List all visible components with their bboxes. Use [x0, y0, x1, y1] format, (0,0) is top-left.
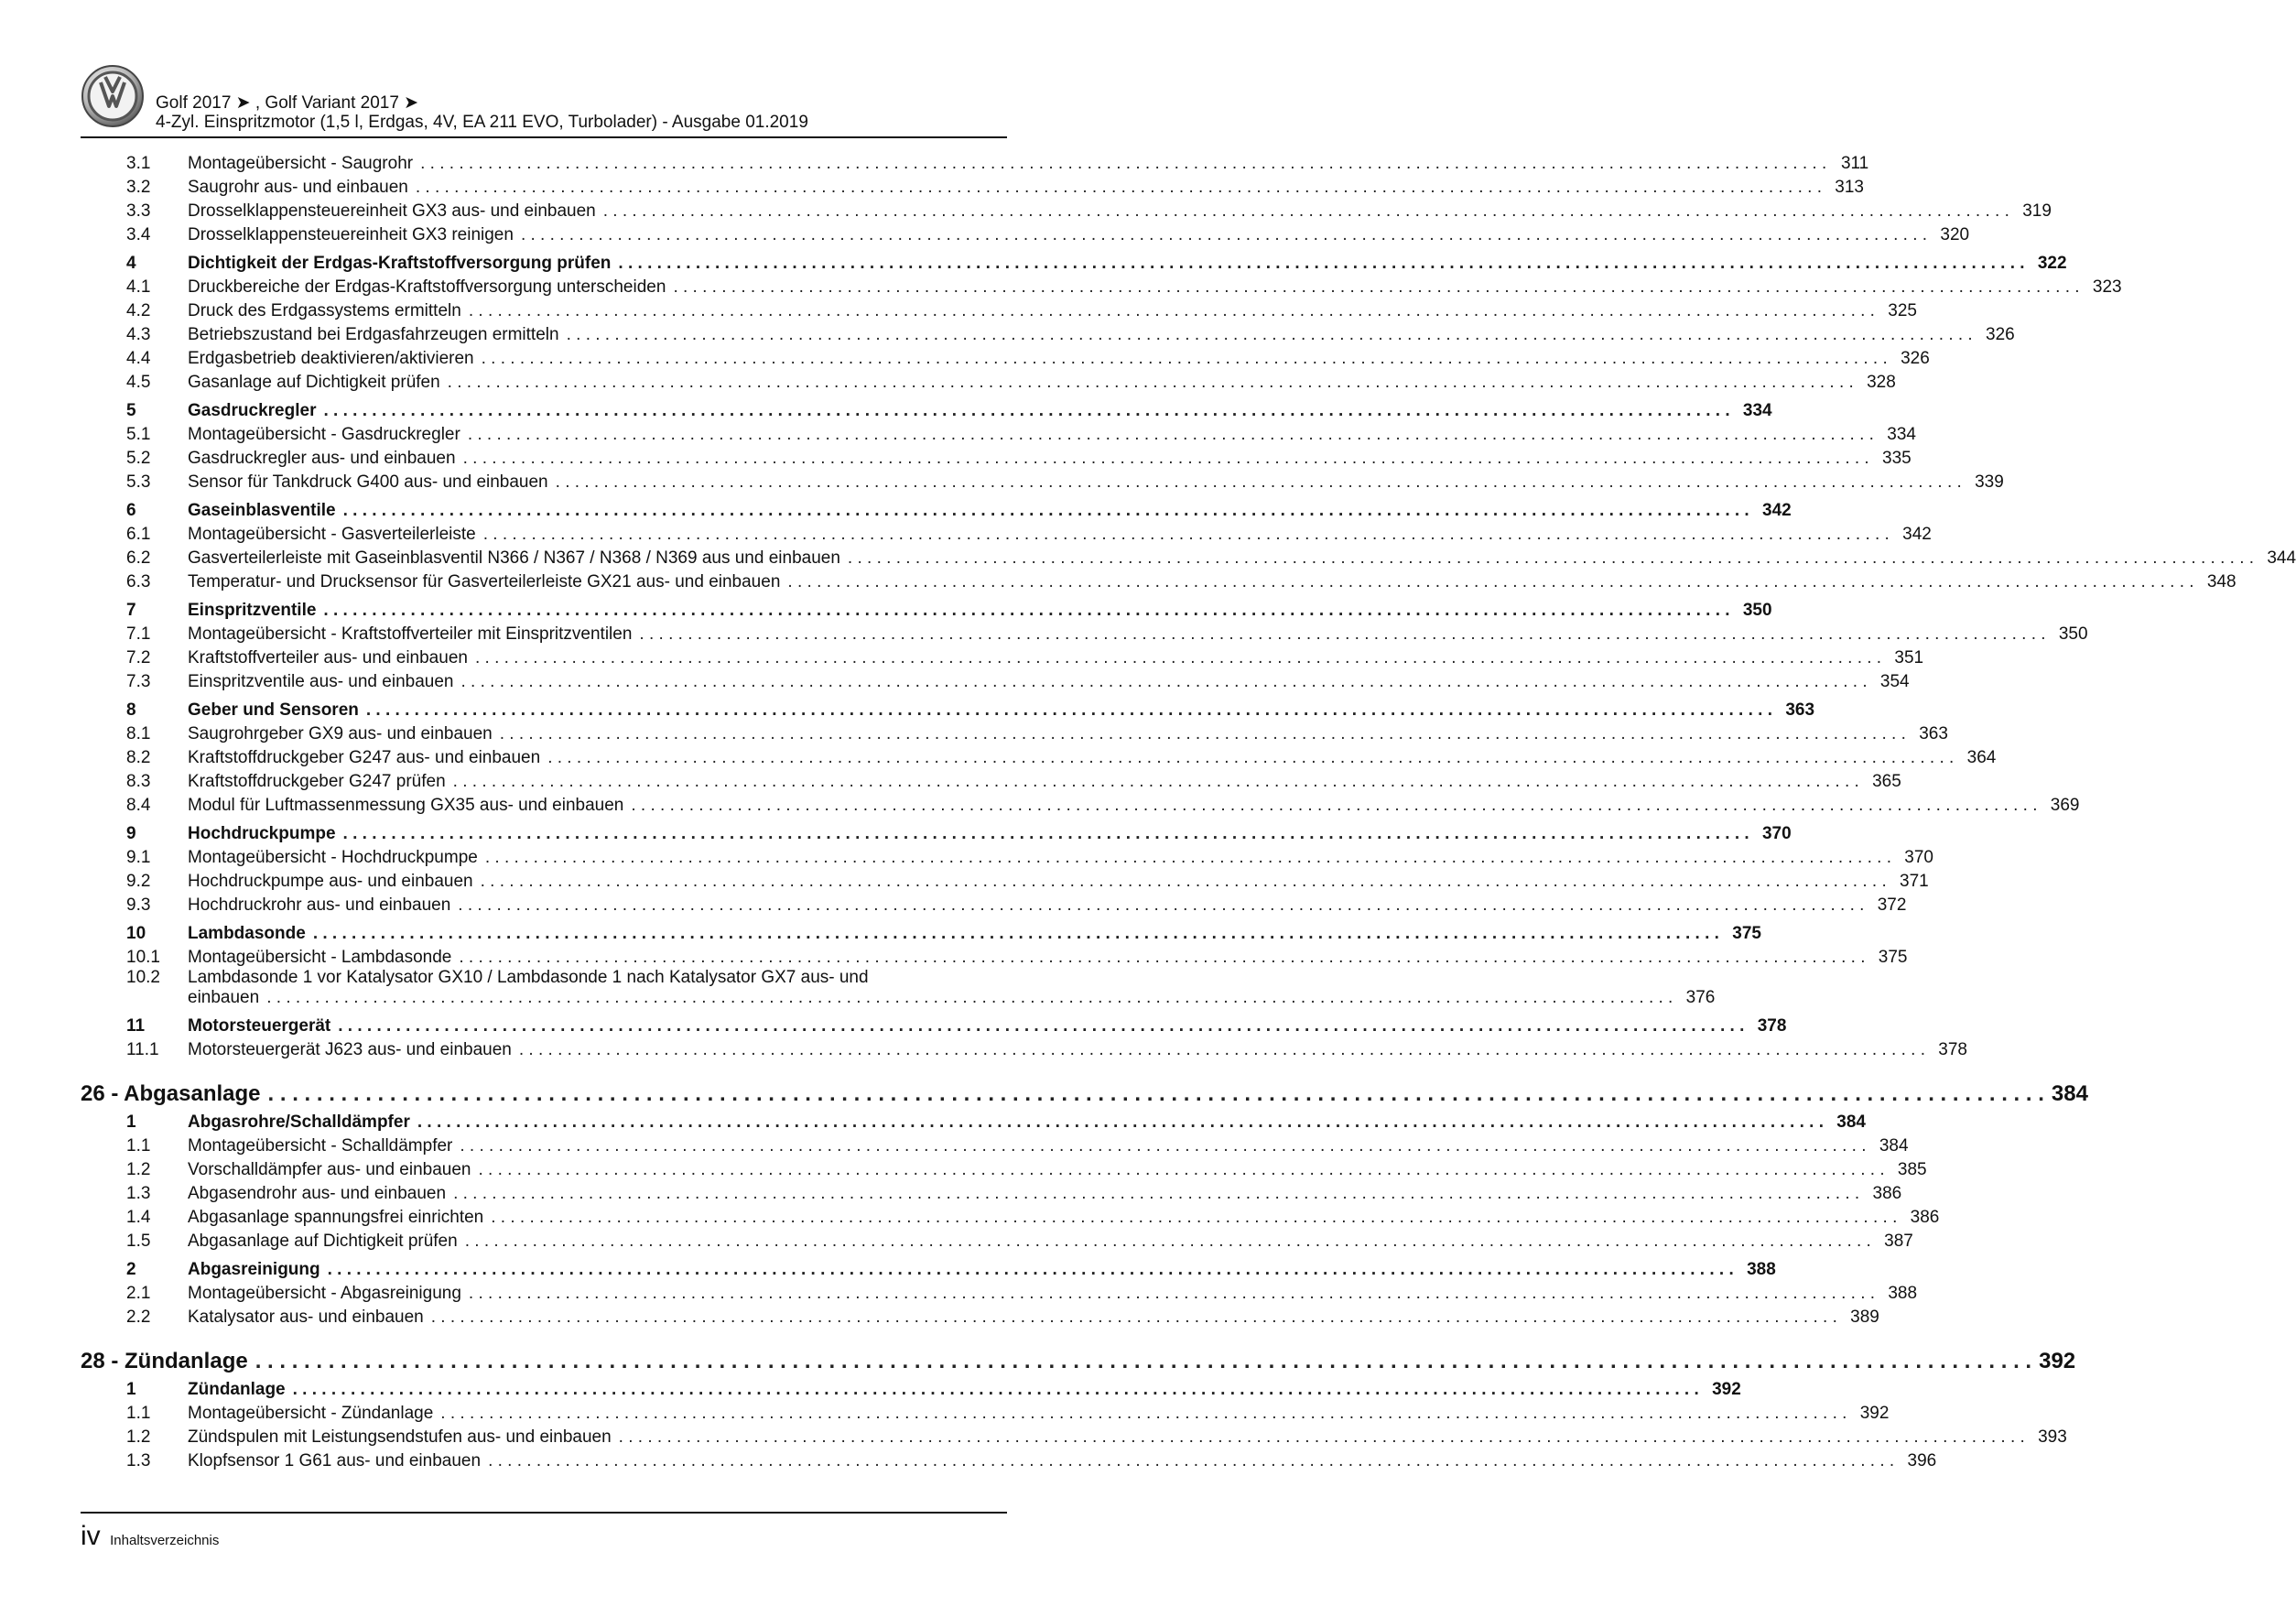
toc-page-number: 378 — [1757, 1016, 1787, 1036]
toc-leader-dots — [420, 154, 1826, 174]
toc-leader-dots — [618, 254, 2024, 274]
toc-title: Montageübersicht - Saugrohr — [188, 154, 414, 173]
toc-entry-row[interactable] — [81, 1400, 1890, 1424]
toc-page-number: 384 — [1836, 1112, 1866, 1132]
toc-page-number: 320 — [1940, 225, 1970, 244]
toc-section-row[interactable] — [81, 820, 1792, 844]
toc-title: Kraftstoffverteiler aus- und einbauen — [188, 648, 468, 667]
toc-title: Betriebszustand bei Erdgasfahrzeugen ermitteln — [188, 325, 559, 344]
toc-entry-row[interactable] — [81, 521, 1932, 545]
toc-entry-row[interactable] — [81, 369, 1896, 393]
toc-leader-dots — [343, 824, 1749, 844]
toc-page-number: 384 — [2051, 1081, 2088, 1106]
toc-leader-dots — [453, 1184, 1859, 1204]
toc-page-number: 339 — [1975, 472, 2004, 492]
toc-leader-dots — [448, 373, 1854, 393]
toc-entry-row[interactable] — [81, 1424, 2067, 1448]
toc-number: 8.4 — [126, 796, 151, 815]
toc-title: Motorsteuergerät J623 aus- und einbauen — [188, 1040, 512, 1059]
toc-entry-row[interactable] — [81, 1156, 1927, 1180]
toc-entry-row[interactable] — [81, 421, 1916, 445]
toc-section-row[interactable] — [81, 397, 1772, 421]
toc-leader-dots — [440, 1404, 1847, 1424]
toc-number: 3.4 — [126, 225, 151, 244]
toc-number: 3.3 — [126, 201, 151, 221]
toc-title: Montageübersicht - Kraftstoffverteiler mit Einspritzventilen — [188, 624, 633, 644]
toc-number: 4.4 — [126, 349, 151, 368]
toc-leader-dots — [631, 796, 2037, 816]
toc-leader-dots — [500, 724, 1906, 744]
toc-entry-row[interactable] — [81, 645, 1924, 668]
toc-title: Montageübersicht - Hochdruckpumpe — [188, 848, 478, 867]
toc-title: Gasdruckregler aus- und einbauen — [188, 449, 456, 468]
toc-title: Drosselklappensteuereinheit GX3 reinigen — [188, 225, 514, 244]
toc-leader-dots — [453, 772, 1859, 792]
toc-title: Saugrohr aus- und einbauen — [188, 178, 408, 197]
toc-number: 6.3 — [126, 572, 151, 591]
toc-title: 28 - Zündanlage — [81, 1349, 248, 1373]
toc-section-row[interactable] — [81, 1109, 1866, 1133]
toc-leader-dots — [485, 848, 1891, 868]
toc-leader-dots — [481, 872, 1887, 892]
footer-divider — [81, 1512, 1007, 1514]
toc-leader-dots — [323, 401, 1729, 421]
toc-page-number: 348 — [2206, 572, 2236, 591]
toc-page-number: 388 — [1888, 1284, 1918, 1303]
header-line-1: Golf 2017 ➤ , Golf Variant 2017 ➤ — [156, 93, 419, 113]
toc-page-number: 365 — [1872, 772, 1901, 791]
toc-page-number: 334 — [1887, 425, 1916, 444]
toc-page-number: 325 — [1888, 301, 1917, 320]
toc-title: Montageübersicht - Schalldämpfer — [188, 1136, 453, 1156]
toc-section-row[interactable] — [81, 497, 1792, 521]
toc-section-row[interactable] — [81, 920, 1761, 944]
toc-page-number: 378 — [1938, 1040, 1967, 1059]
toc-title-continuation — [188, 988, 1715, 1008]
toc-number: 4.5 — [126, 373, 151, 392]
toc-number: 6 — [126, 501, 136, 520]
toc-title: Kraftstoffdruckgeber G247 prüfen — [188, 772, 446, 791]
header-line-2: 4-Zyl. Einspritzmotor (1,5 l, Erdgas, 4V, EA 211 EVO, Turbolader) - Ausgabe 01.2019 — [156, 113, 808, 132]
toc-title: 26 - Abgasanlage — [81, 1081, 261, 1106]
toc-entry-row[interactable] — [81, 545, 2296, 569]
toc-section-row[interactable] — [81, 597, 1772, 621]
toc-number: 9.2 — [126, 872, 151, 891]
toc-entry-row[interactable] — [81, 274, 2122, 298]
toc-title: Druckbereiche der Erdgas-Kraftstoffversorgung unterscheiden — [188, 277, 666, 297]
toc-number: 11.1 — [126, 1040, 159, 1059]
toc-leader-dots — [266, 988, 1673, 1008]
toc-page-number: 350 — [1742, 601, 1772, 620]
toc-number: 1 — [126, 1380, 136, 1399]
toc-number: 1 — [126, 1112, 136, 1132]
toc-leader-dots — [338, 1016, 1744, 1036]
toc-number: 1.3 — [126, 1184, 151, 1203]
toc-number: 9.1 — [126, 848, 151, 867]
toc-number: 7.1 — [126, 624, 151, 644]
toc-number: 8 — [126, 700, 136, 720]
toc-page-number: 323 — [2092, 277, 2122, 297]
toc-title: Abgasanlage spannungsfrei einrichten — [188, 1208, 484, 1227]
toc-leader-dots — [603, 201, 2009, 222]
toc-page-number: 384 — [1879, 1136, 1909, 1156]
toc-entry-row[interactable] — [81, 1133, 1909, 1156]
toc-number: 6.2 — [126, 548, 151, 568]
toc-number: 2.2 — [126, 1308, 151, 1327]
toc-page-number: 363 — [1919, 724, 1948, 743]
toc-page-number: 342 — [1762, 501, 1792, 520]
toc-number: 8.3 — [126, 772, 151, 791]
vw-logo-icon — [81, 64, 145, 128]
toc-page-number: 376 — [1685, 988, 1716, 1007]
toc-entry-row[interactable] — [81, 222, 1970, 245]
toc-page-number: 335 — [1882, 449, 1912, 468]
toc-leader-dots — [519, 1040, 1925, 1060]
toc-title: Zündanlage — [188, 1380, 286, 1399]
toc-page-number: 319 — [2022, 201, 2052, 221]
toc-page-number: 375 — [1732, 924, 1761, 943]
toc-chapter-row[interactable] — [81, 1340, 2076, 1373]
page-footer — [81, 1521, 219, 1552]
toc-title: Drosselklappensteuereinheit GX3 aus- und einbauen — [188, 201, 596, 221]
toc-title: Modul für Luftmassenmessung GX35 aus- und einbauen — [188, 796, 624, 815]
toc-title: Klopfsensor 1 G61 aus- und einbauen — [188, 1451, 482, 1470]
toc-entry-row[interactable] — [81, 1448, 1937, 1471]
toc-leader-dots — [547, 748, 1954, 768]
toc-entry-row[interactable] — [81, 892, 1907, 916]
toc-number: 2.1 — [126, 1284, 151, 1303]
toc-leader-dots — [460, 672, 1867, 692]
footer-label: Inhaltsverzeichnis — [110, 1533, 220, 1548]
toc-title: Abgasendrohr aus- und einbauen — [188, 1184, 447, 1203]
toc-title: Zündspulen mit Leistungsendstufen aus- und einbauen — [188, 1427, 612, 1447]
toc-number: 9 — [126, 824, 136, 843]
toc-title: Hochdruckrohr aus- und einbauen — [188, 895, 451, 915]
toc-section-row[interactable] — [81, 1013, 1787, 1036]
toc-leader-dots — [431, 1308, 1837, 1328]
toc-page-number: 326 — [1986, 325, 2015, 344]
toc-section-row[interactable] — [81, 1256, 1776, 1280]
toc-number: 2 — [126, 1260, 136, 1279]
toc-entry-row[interactable] — [81, 844, 1933, 868]
toc-page-number: 393 — [2038, 1427, 2067, 1447]
header-text — [156, 93, 808, 132]
toc-number: 5.1 — [126, 425, 151, 444]
toc-entry-row[interactable] — [81, 1036, 1967, 1060]
toc-title: Lambdasonde — [188, 924, 306, 943]
toc-leader-dots — [521, 225, 1927, 245]
toc-title: Abgasanlage auf Dichtigkeit prüfen — [188, 1232, 458, 1251]
toc-page-number: 371 — [1900, 872, 1929, 891]
toc-leader-dots — [639, 624, 2045, 645]
toc-leader-dots — [619, 1427, 2025, 1448]
toc-leader-dots — [478, 1160, 1884, 1180]
toc-leader-dots — [469, 1284, 1875, 1304]
toc-number: 11 — [126, 1016, 146, 1036]
toc-page-number: 386 — [1910, 1208, 1940, 1227]
toc-leader-dots — [416, 178, 1822, 198]
toc-leader-dots — [787, 572, 2193, 592]
toc-page-number: 388 — [1747, 1260, 1776, 1279]
toc-page-number: 396 — [1907, 1451, 1937, 1470]
toc-number: 1.3 — [126, 1451, 151, 1470]
toc-entry-row[interactable] — [81, 944, 1908, 968]
toc-number: 7 — [126, 601, 136, 620]
toc-entry-row[interactable] — [81, 345, 1930, 369]
toc-number: 8.2 — [126, 748, 151, 767]
toc-leader-dots — [463, 449, 1869, 469]
toc-title: Gaseinblasventile — [188, 501, 336, 520]
toc-title: Gasanlage auf Dichtigkeit prüfen — [188, 373, 440, 392]
toc-title: Saugrohrgeber GX9 aus- und einbauen — [188, 724, 493, 743]
toc-leader-dots — [469, 301, 1875, 321]
toc-title: Lambdasonde 1 vor Katalysator GX10 / Lambdasonde 1 nach Katalysator GX7 aus- und — [188, 968, 869, 987]
toc-title: Montageübersicht - Lambdasonde — [188, 948, 452, 967]
toc-number: 7.3 — [126, 672, 151, 691]
toc-title: Montageübersicht - Gasdruckregler — [188, 425, 460, 444]
toc-number: 5.3 — [126, 472, 151, 492]
toc-title: Kraftstoffdruckgeber G247 aus- und einbauen — [188, 748, 541, 767]
toc-leader-dots — [313, 924, 1719, 944]
toc-entry-row[interactable] — [81, 868, 1929, 892]
toc-number: 1.2 — [126, 1160, 151, 1179]
toc-page-number: 363 — [1785, 700, 1815, 720]
toc-leader-dots — [328, 1260, 1734, 1280]
toc-title: Katalysator aus- und einbauen — [188, 1308, 424, 1327]
toc-title: Gasdruckregler — [188, 401, 317, 420]
toc-leader-dots — [465, 1232, 1871, 1252]
toc-page-number: 334 — [1742, 401, 1772, 420]
toc-title: Hochdruckpumpe — [188, 824, 336, 843]
toc-leader-dots — [483, 525, 1890, 545]
toc-section-row[interactable] — [81, 250, 2067, 274]
toc-entry-row[interactable] — [81, 1304, 1879, 1328]
toc-entry-row[interactable] — [81, 668, 1910, 692]
toc-page-number: 370 — [1904, 848, 1933, 867]
toc-entry-row[interactable] — [81, 1180, 1902, 1204]
toc-number: 10.2 — [126, 968, 160, 987]
toc-page-number: 392 — [1859, 1404, 1890, 1423]
toc-title: Abgasreinigung — [188, 1260, 320, 1279]
toc-number: 5 — [126, 401, 136, 420]
toc-title: Erdgasbetrieb deaktivieren/aktivieren — [188, 349, 474, 368]
toc-title: Einspritzventile — [188, 601, 317, 620]
toc-entry-row[interactable] — [81, 721, 1948, 744]
toc-page-number: 351 — [1894, 648, 1924, 667]
toc-page-number: 313 — [1835, 178, 1864, 197]
toc-page-number: 392 — [2039, 1349, 2076, 1373]
toc-number: 4 — [126, 254, 136, 273]
toc-leader-dots — [293, 1380, 1699, 1400]
toc-page-number: 350 — [2058, 624, 2088, 644]
toc-entry-row[interactable] — [81, 968, 1716, 1008]
toc-page-number: 385 — [1897, 1160, 1927, 1179]
toc-entry-row[interactable] — [81, 298, 1917, 321]
toc-leader-dots — [417, 1112, 1824, 1133]
toc-number: 9.3 — [126, 895, 151, 915]
toc-leader-dots — [673, 277, 2079, 298]
toc-number: 3.1 — [126, 154, 151, 173]
toc-entry-row[interactable] — [81, 1228, 1913, 1252]
toc-title: Vorschalldämpfer aus- und einbauen — [188, 1160, 471, 1179]
toc-leader-dots — [268, 1084, 2044, 1104]
toc-title: Montageübersicht - Gasverteilerleiste — [188, 525, 476, 544]
page-number: iv — [81, 1521, 101, 1551]
toc-section-row[interactable] — [81, 1376, 1741, 1400]
toc-number: 3.2 — [126, 178, 151, 197]
toc-page-number: 372 — [1877, 895, 1907, 915]
toc-leader-dots — [556, 472, 1962, 493]
toc-page-number: 369 — [2050, 796, 2080, 815]
toc-page-number: 322 — [2037, 254, 2067, 273]
toc-number: 4.3 — [126, 325, 151, 344]
toc-leader-dots — [343, 501, 1749, 521]
toc-section-row[interactable] — [81, 697, 1815, 721]
toc-entry-row[interactable] — [81, 469, 2004, 493]
toc-entry-row[interactable] — [81, 792, 2080, 816]
toc-title: Abgasrohre/Schalldämpfer — [188, 1112, 410, 1132]
toc-page-number: 364 — [1966, 748, 1997, 767]
toc-leader-dots — [567, 325, 1973, 345]
toc-page-number: 370 — [1761, 824, 1792, 843]
toc-number: 1.1 — [126, 1404, 151, 1423]
toc-title: Temperatur- und Drucksensor für Gasverteilerleiste GX21 aus- und einbauen — [188, 572, 781, 591]
toc-title: Gasverteilerleiste mit Gaseinblasventil N366 / N367 / N368 / N369 aus und einbauen — [188, 548, 840, 568]
toc-title: Hochdruckpumpe aus- und einbauen — [188, 872, 473, 891]
toc-number: 1.1 — [126, 1136, 151, 1156]
toc-leader-dots — [848, 548, 2254, 569]
toc-number: 1.2 — [126, 1427, 151, 1447]
toc-title-line-2: einbauen — [188, 988, 260, 1007]
toc-number: 1.4 — [126, 1208, 151, 1227]
toc-entry-row[interactable] — [81, 768, 1901, 792]
toc-leader-dots — [475, 648, 1881, 668]
toc-entry-row[interactable] — [81, 1204, 1940, 1228]
toc-entry-row[interactable] — [81, 621, 2088, 645]
toc-title: Sensor für Tankdruck G400 aus- und einbauen — [188, 472, 548, 492]
toc-chapter-row[interactable] — [81, 1073, 2088, 1106]
toc-page-number: 342 — [1902, 525, 1932, 544]
toc-entry-row[interactable] — [81, 569, 2236, 592]
toc-title: Montageübersicht - Zündanlage — [188, 1404, 434, 1423]
toc-leader-dots — [482, 349, 1888, 369]
toc-number: 10.1 — [126, 948, 160, 967]
toc-leader-dots — [255, 1351, 2031, 1372]
table-of-contents — [81, 150, 2296, 1471]
toc-number: 5.2 — [126, 449, 151, 468]
toc-page-number: 311 — [1840, 154, 1869, 173]
toc-leader-dots — [458, 895, 1864, 916]
toc-page-number: 392 — [1712, 1380, 1741, 1399]
toc-leader-dots — [459, 948, 1865, 968]
toc-entry-row[interactable] — [81, 198, 2052, 222]
toc-page-number: 326 — [1901, 349, 1930, 368]
toc-title: Motorsteuergerät — [188, 1016, 331, 1036]
toc-entry-row[interactable] — [81, 1280, 1918, 1304]
toc-leader-dots — [323, 601, 1729, 621]
toc-title: Geber und Sensoren — [188, 700, 359, 720]
toc-entry-row[interactable] — [81, 744, 1997, 768]
toc-leader-dots — [468, 425, 1874, 445]
toc-number: 8.1 — [126, 724, 151, 743]
toc-page-number: 375 — [1878, 948, 1908, 967]
toc-entry-row[interactable] — [81, 174, 1864, 198]
toc-leader-dots — [491, 1208, 1897, 1228]
toc-title: Montageübersicht - Abgasreinigung — [188, 1284, 461, 1303]
toc-number: 4.2 — [126, 301, 151, 320]
toc-title: Einspritzventile aus- und einbauen — [188, 672, 454, 691]
toc-page-number: 386 — [1872, 1184, 1902, 1203]
header-divider — [81, 136, 1007, 138]
toc-leader-dots — [460, 1136, 1866, 1156]
toc-title-block — [188, 968, 1715, 1008]
toc-entry-row[interactable] — [81, 150, 1869, 174]
toc-page-number: 354 — [1879, 672, 1910, 691]
toc-leader-dots — [366, 700, 1772, 721]
toc-number: 4.1 — [126, 277, 151, 297]
toc-title: Dichtigkeit der Erdgas-Kraftstoffversorgung prüfen — [188, 254, 612, 273]
toc-entry-row[interactable] — [81, 445, 1912, 469]
toc-entry-row[interactable] — [81, 321, 2015, 345]
toc-page-number: 328 — [1867, 373, 1896, 392]
toc-number: 1.5 — [126, 1232, 151, 1251]
toc-number: 10 — [126, 924, 146, 943]
toc-page-number: 344 — [2267, 548, 2296, 568]
toc-page-number: 387 — [1884, 1232, 1913, 1251]
toc-leader-dots — [488, 1451, 1894, 1471]
toc-title: Druck des Erdgassystems ermitteln — [188, 301, 461, 320]
toc-number: 7.2 — [126, 648, 151, 667]
toc-number: 6.1 — [126, 525, 151, 544]
toc-page-number: 389 — [1850, 1308, 1879, 1327]
